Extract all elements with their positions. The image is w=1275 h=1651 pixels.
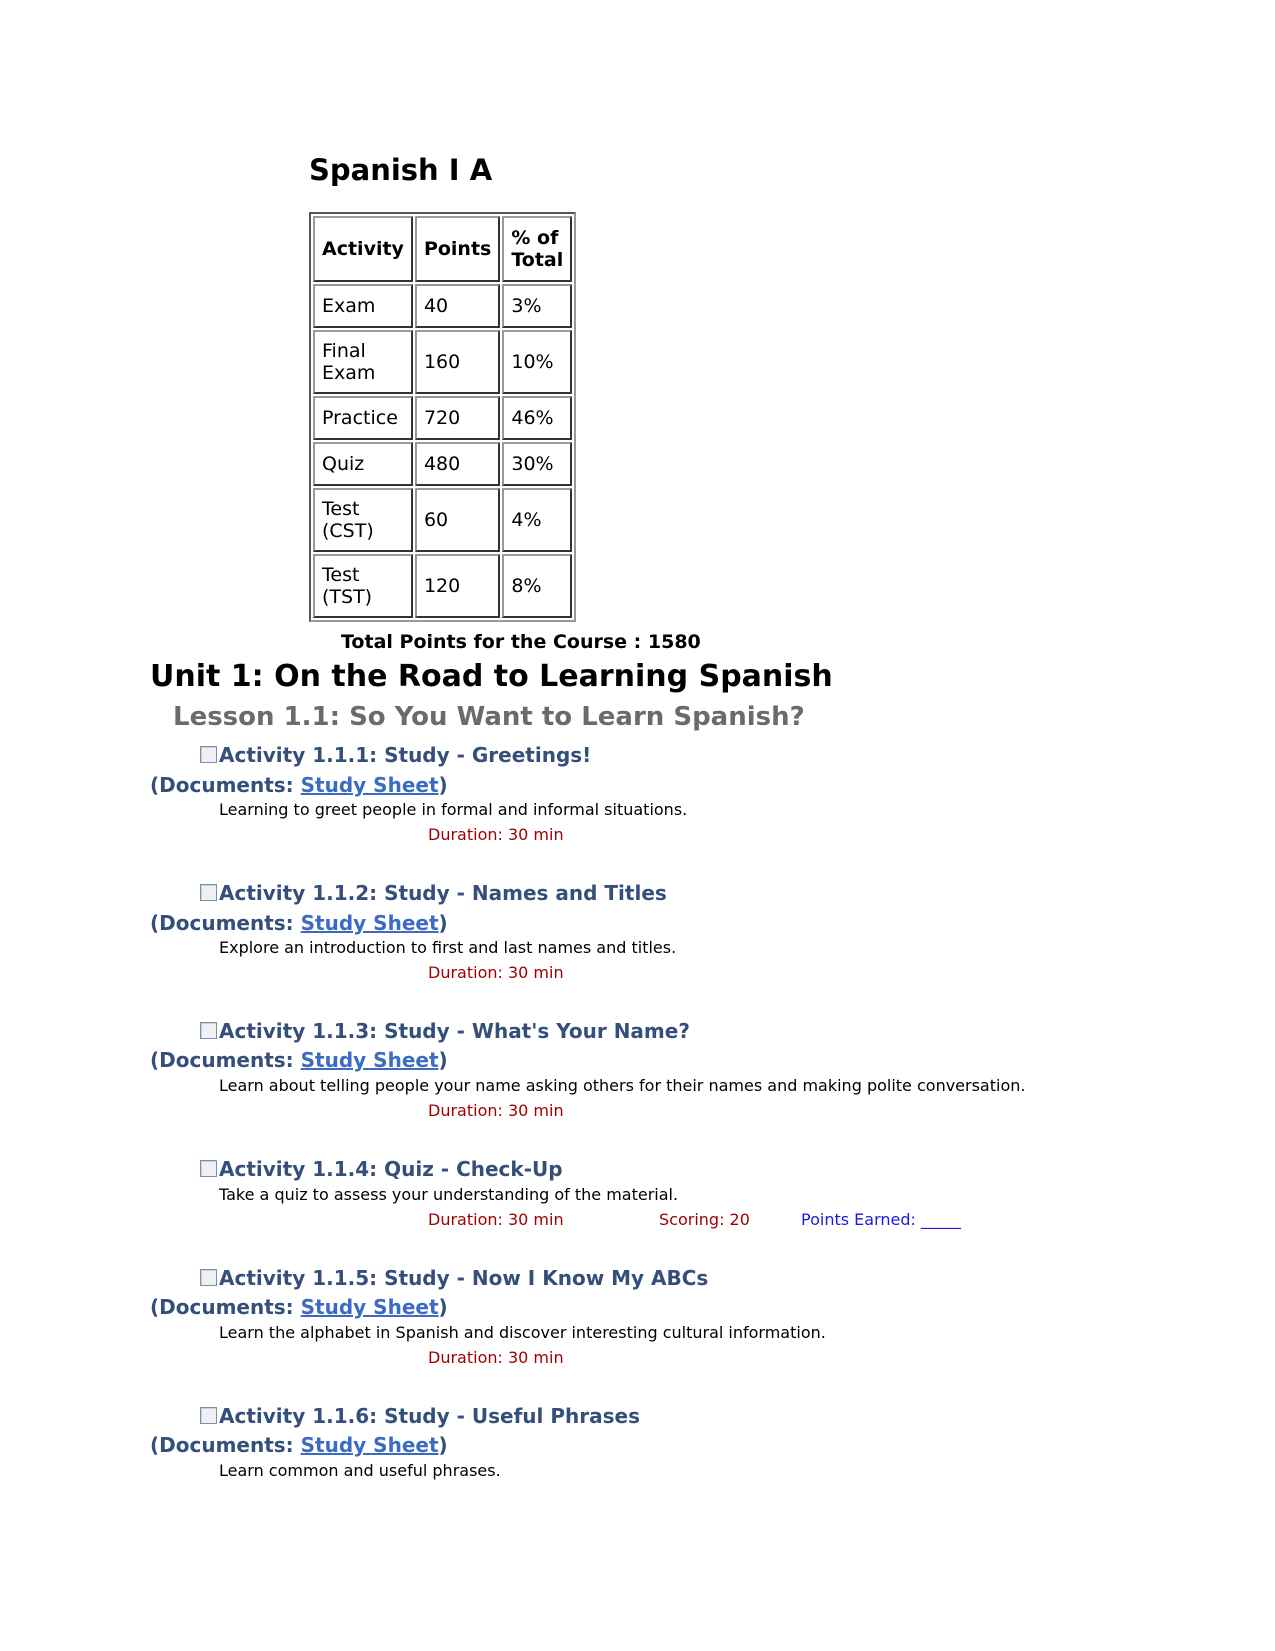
activity-duration: Duration: 30 min: [428, 825, 564, 844]
checkbox[interactable]: [200, 1160, 217, 1177]
course-title: Spanish I A: [309, 153, 493, 187]
cell-points: 160: [415, 330, 500, 394]
cell-percent: 8%: [502, 554, 572, 618]
activity-duration: Duration: 30 min: [428, 963, 564, 982]
activity-description: Learning to greet people in formal and informal situations.: [219, 800, 688, 819]
cell-activity: Quiz: [313, 442, 413, 486]
cell-activity: Exam: [313, 284, 413, 328]
header-percent: % of Total: [502, 216, 572, 282]
lesson-title: Lesson 1.1: So You Want to Learn Spanish?: [173, 702, 805, 732]
cell-points: 40: [415, 284, 500, 328]
activity-description: Take a quiz to assess your understanding of the material.: [219, 1185, 679, 1204]
header-activity: Activity: [313, 216, 413, 282]
activity-scoring: Scoring: 20: [659, 1210, 750, 1229]
activity-duration: Duration: 30 min: [428, 1101, 564, 1120]
unit-title: Unit 1: On the Road to Learning Spanish: [150, 659, 833, 694]
cell-points: 120: [415, 554, 500, 618]
activity-duration: Duration: 30 min: [428, 1348, 564, 1367]
cell-percent: 3%: [502, 284, 572, 328]
activity-description: Learn the alphabet in Spanish and discover interesting cultural information.: [219, 1323, 826, 1342]
activity-title: Activity 1.1.5: Study - Now I Know My ABCs: [200, 1265, 708, 1291]
table-row: [313, 396, 572, 440]
cell-points: 60: [415, 488, 500, 552]
study-sheet-link[interactable]: Study Sheet: [300, 1295, 439, 1319]
cell-activity: Test (TST): [313, 554, 413, 618]
points-earned: Points Earned: _____: [801, 1210, 961, 1229]
cell-points: 720: [415, 396, 500, 440]
documents-line: (Documents: Study Sheet): [150, 911, 448, 935]
activity-description: Learn about telling people your name asking others for their names and making polite conversation.: [219, 1076, 1026, 1095]
checkbox[interactable]: [200, 746, 217, 763]
header-points: Points: [415, 216, 500, 282]
table-row: [313, 284, 572, 328]
cell-percent: 4%: [502, 488, 572, 552]
documents-line: (Documents: Study Sheet): [150, 1433, 448, 1457]
total-points: Total Points for the Course : 1580: [341, 631, 701, 653]
activity-description: Explore an introduction to first and last names and titles.: [219, 938, 677, 957]
activity-title: Activity 1.1.2: Study - Names and Titles: [200, 880, 667, 906]
table-row: [313, 554, 572, 618]
checkbox[interactable]: [200, 1269, 217, 1286]
cell-activity: Final Exam: [313, 330, 413, 394]
activity-title: Activity 1.1.4: Quiz - Check-Up: [200, 1156, 563, 1182]
cell-activity: Practice: [313, 396, 413, 440]
activity-title: Activity 1.1.3: Study - What's Your Name?: [200, 1018, 690, 1044]
study-sheet-link[interactable]: Study Sheet: [300, 911, 439, 935]
study-sheet-link[interactable]: Study Sheet: [300, 773, 439, 797]
table-header-row: [313, 216, 572, 282]
table-row: [313, 488, 572, 552]
documents-line: (Documents: Study Sheet): [150, 773, 448, 797]
cell-points: 480: [415, 442, 500, 486]
cell-activity: Test (CST): [313, 488, 413, 552]
activity-title: Activity 1.1.1: Study - Greetings!: [200, 742, 591, 768]
checkbox[interactable]: [200, 884, 217, 901]
table-row: [313, 330, 572, 394]
activity-duration: Duration: 30 min: [428, 1210, 564, 1229]
documents-line: (Documents: Study Sheet): [150, 1048, 448, 1072]
table-row: [313, 442, 572, 486]
checkbox[interactable]: [200, 1022, 217, 1039]
documents-line: (Documents: Study Sheet): [150, 1295, 448, 1319]
cell-percent: 46%: [502, 396, 572, 440]
cell-percent: 10%: [502, 330, 572, 394]
study-sheet-link[interactable]: Study Sheet: [300, 1048, 439, 1072]
cell-percent: 30%: [502, 442, 572, 486]
study-sheet-link[interactable]: Study Sheet: [300, 1433, 439, 1457]
points-table: [309, 212, 576, 622]
activity-title: Activity 1.1.6: Study - Useful Phrases: [200, 1403, 640, 1429]
checkbox[interactable]: [200, 1407, 217, 1424]
activity-description: Learn common and useful phrases.: [219, 1461, 501, 1480]
